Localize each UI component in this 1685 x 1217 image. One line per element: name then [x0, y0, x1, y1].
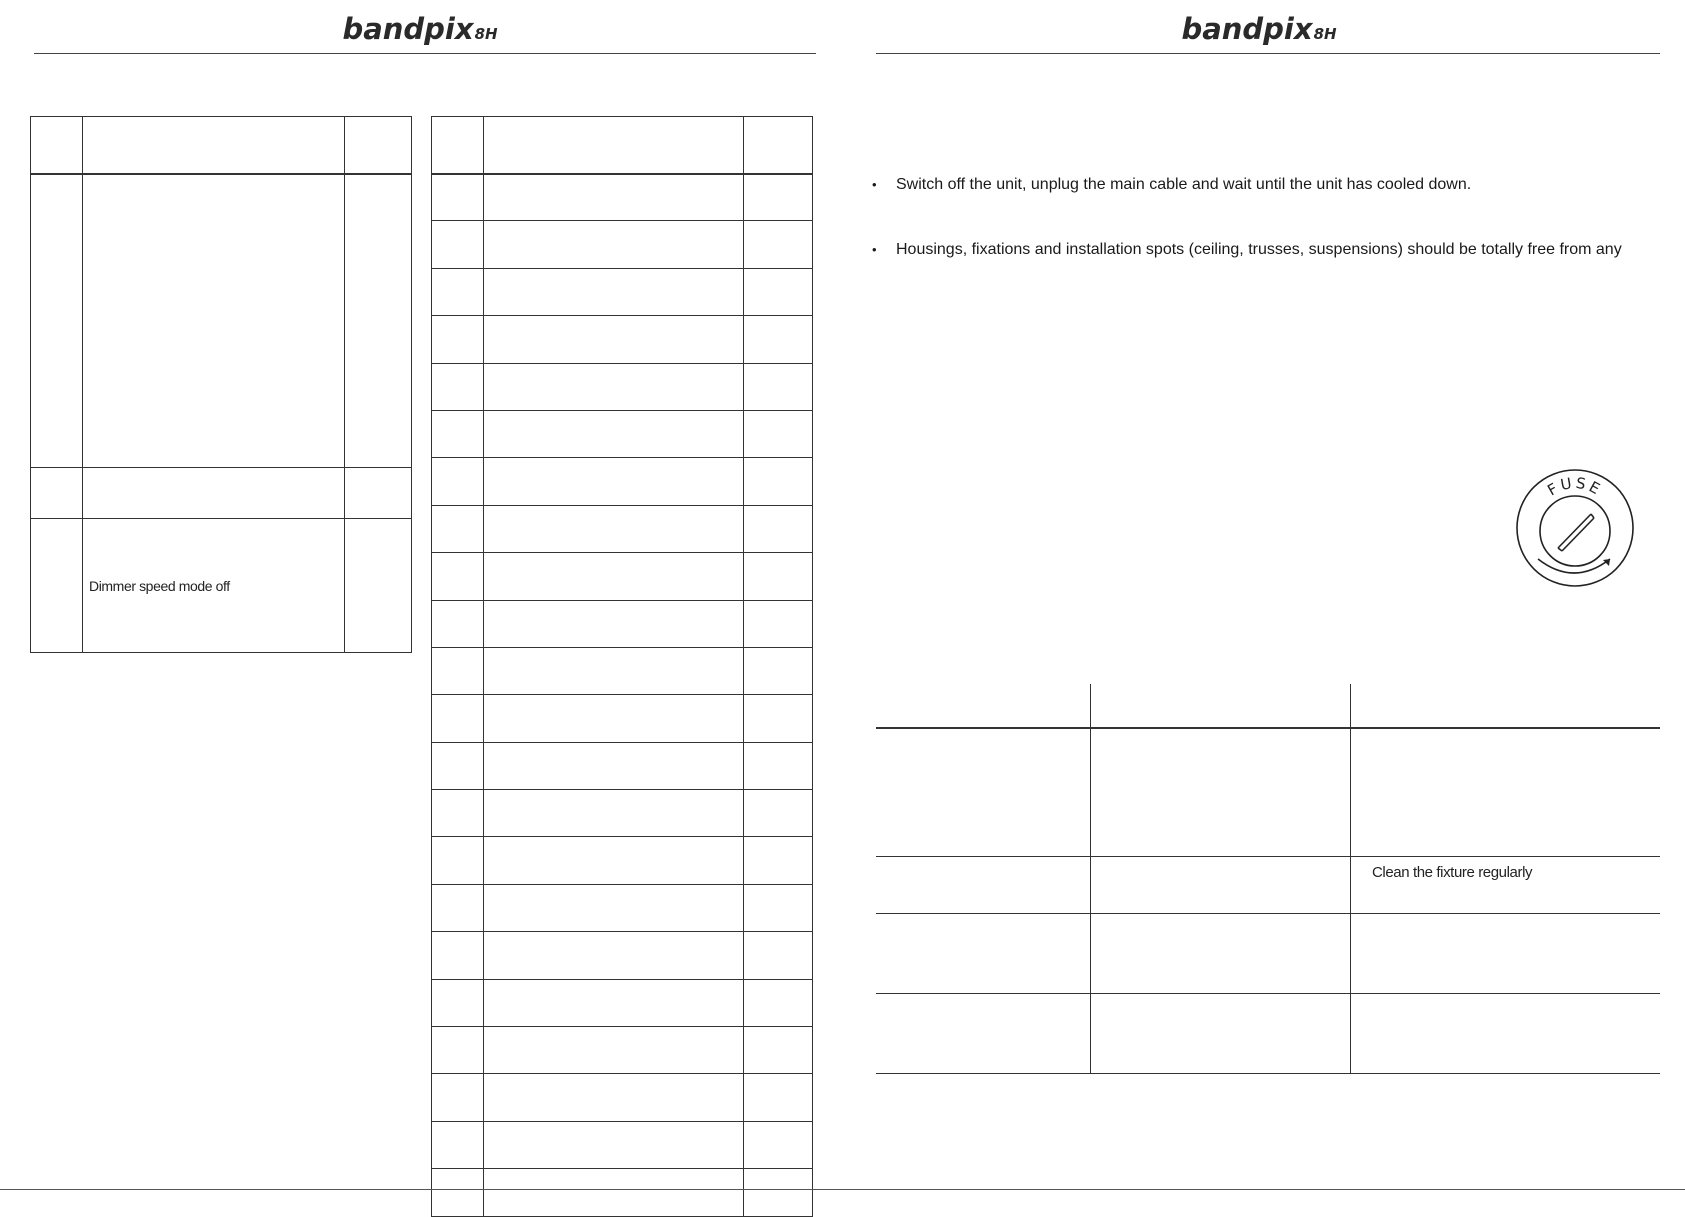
table-row: [432, 979, 813, 1026]
table-cell: [432, 174, 484, 221]
table-row: [432, 695, 813, 742]
table-cell: [432, 1074, 484, 1121]
table-cell: [484, 221, 744, 268]
table-row: [432, 221, 813, 268]
table-cell: [744, 600, 813, 647]
table-cell: [31, 519, 83, 653]
table-cell: [432, 410, 484, 457]
table-cell: [484, 884, 744, 931]
table-row: [432, 363, 813, 410]
table-row: [432, 553, 813, 600]
table-row: [432, 316, 813, 363]
footer-rule: [0, 1189, 1685, 1190]
table-column-divider: [1090, 684, 1091, 1074]
table-cell: [484, 1169, 744, 1216]
table-cell: [744, 979, 813, 1026]
table-header-divider: [876, 727, 1660, 729]
table-cell: [744, 268, 813, 315]
table-cell: [484, 553, 744, 600]
bullet-icon: •: [872, 177, 877, 192]
table-cell: [432, 458, 484, 505]
table-cell: [484, 410, 744, 457]
table-cell: [83, 519, 345, 653]
table-cell: [432, 1121, 484, 1168]
table-row: [432, 458, 813, 505]
table-cell: [432, 221, 484, 268]
table-cell: [484, 505, 744, 552]
clean-fixture-text: Clean the fixture regularly: [1372, 864, 1533, 881]
header-cell: [31, 117, 83, 174]
table-row: [31, 468, 412, 519]
table-cell: [484, 268, 744, 315]
table-row: [432, 410, 813, 457]
table-cell: [744, 695, 813, 742]
table-cell: [432, 1169, 484, 1216]
table-cell: [432, 742, 484, 789]
table-column-divider: [1350, 684, 1351, 1074]
table-header-row: [31, 117, 412, 174]
table-cell: [432, 932, 484, 979]
table-cell: [345, 519, 412, 653]
dimmer-speed-text: Dimmer speed mode off: [89, 577, 230, 594]
table-cell: [432, 790, 484, 837]
table-cell: [484, 647, 744, 694]
table-cell: [744, 884, 813, 931]
table-cell: [484, 790, 744, 837]
table-cell: [432, 600, 484, 647]
table-row-divider: [876, 993, 1660, 994]
table-row-divider: [876, 1073, 1660, 1074]
table-cell: [484, 979, 744, 1026]
table-cell: [432, 647, 484, 694]
header-rule: [876, 53, 1660, 54]
table-cell: [744, 1169, 813, 1216]
table-cell: [744, 1027, 813, 1074]
table-cell: [744, 505, 813, 552]
table-cell: [484, 174, 744, 221]
table-cell: [744, 221, 813, 268]
table-cell: [484, 1121, 744, 1168]
table-row-divider: [876, 913, 1660, 914]
table-cell: [484, 600, 744, 647]
table-row: [432, 742, 813, 789]
table-row: [432, 647, 813, 694]
table-cell: [432, 884, 484, 931]
table-row: [432, 1121, 813, 1168]
table-cell: [744, 837, 813, 884]
table-cell: [744, 410, 813, 457]
table-cell: [432, 837, 484, 884]
table-row: [432, 174, 813, 221]
table-row: [432, 790, 813, 837]
table-row: [432, 932, 813, 979]
table-cell: [345, 468, 412, 519]
table-cell: [744, 932, 813, 979]
table-cell: [432, 316, 484, 363]
table-cell: [744, 363, 813, 410]
table-row-divider: [876, 856, 1660, 857]
table-cell: [83, 468, 345, 519]
header-cell: [744, 117, 813, 174]
table-row: [432, 1027, 813, 1074]
fuse-diagram: [1514, 467, 1636, 589]
table-row: [432, 600, 813, 647]
table-cell: [484, 932, 744, 979]
table-cell: [484, 1027, 744, 1074]
table-cell: [744, 316, 813, 363]
fuse-icon: [1514, 467, 1636, 589]
bullet-icon: •: [872, 242, 877, 257]
table-cell: [432, 979, 484, 1026]
table-row: [432, 268, 813, 315]
table-row: [31, 174, 412, 468]
table-row: [432, 505, 813, 552]
table-row: [432, 884, 813, 931]
table-cell: [744, 790, 813, 837]
table-cell: [432, 268, 484, 315]
table-row: [432, 1169, 813, 1216]
channel-table-a: [30, 116, 412, 653]
table-header-row: [432, 117, 813, 174]
table-cell: [744, 174, 813, 221]
right-page: [842, 0, 1685, 1192]
brand-logo: bandpix 8H: [1181, 12, 1337, 46]
table-cell: [484, 316, 744, 363]
maintenance-table: [876, 684, 1660, 1074]
header-cell: [345, 117, 412, 174]
table-body: [432, 174, 813, 1217]
table-cell: [744, 1074, 813, 1121]
table-cell: [432, 695, 484, 742]
table-cell: [484, 742, 744, 789]
header-cell: [484, 117, 744, 174]
table-cell: [31, 174, 83, 468]
channel-table-b: [431, 116, 813, 1217]
table-cell: [31, 468, 83, 519]
table-cell: [432, 363, 484, 410]
brand-logo: bandpix 8H: [342, 12, 498, 46]
header-rule: [34, 53, 816, 54]
table-cell: [744, 553, 813, 600]
table-cell: [432, 553, 484, 600]
table-cell: [484, 458, 744, 505]
table-cell: [484, 695, 744, 742]
fuse-label: FUSE: [1544, 473, 1606, 500]
table-cell: [744, 1121, 813, 1168]
table-cell: [345, 174, 412, 468]
bullet-item: • Switch off the unit, unplug the main cable and wait until the unit has cooled down.: [872, 176, 1472, 193]
bullet-item: • Housings, fixations and installation spots (ceiling, trusses, suspensions) should be totally free from any: [872, 241, 1622, 258]
header-cell: [83, 117, 345, 174]
header-cell: [432, 117, 484, 174]
table-cell: [484, 1074, 744, 1121]
table-cell: [432, 1027, 484, 1074]
table-row: [432, 1074, 813, 1121]
table-cell: [744, 742, 813, 789]
table-cell: [83, 174, 345, 468]
table-cell: [744, 458, 813, 505]
table-row: [432, 837, 813, 884]
table-row: [31, 519, 412, 653]
table-cell: [432, 505, 484, 552]
table-cell: [484, 363, 744, 410]
table-cell: [744, 647, 813, 694]
left-page: [0, 0, 842, 1192]
table-cell: [484, 837, 744, 884]
